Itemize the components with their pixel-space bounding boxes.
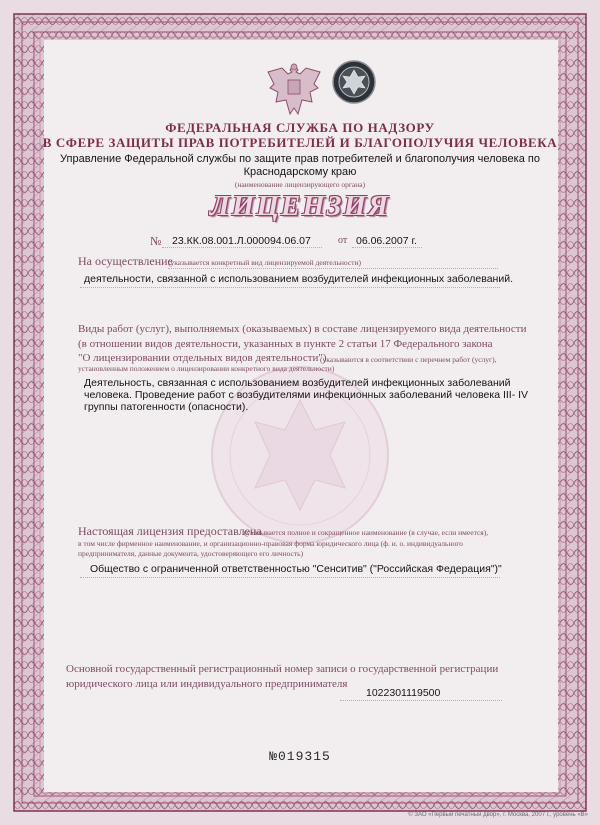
works-caption-line1: (указываются в соответствии с перечнем работ (услуг),	[320, 355, 497, 364]
document-title: ЛИЦЕНЗИЯ	[209, 190, 391, 222]
registration-rule	[340, 700, 502, 701]
activity-value: деятельности, связанной с использованием возбудителей инфекционных заболеваний.	[84, 273, 513, 285]
license-date: 06.06.2007 г.	[356, 235, 417, 247]
works-value-line2: человека. Проведение работ с возбудителями инфекционных заболеваний человека III- IV	[84, 389, 529, 401]
licensee-rule	[80, 577, 500, 578]
licensing-organ-line1: Управление Федеральной службы по защите прав потребителей и благополучия человека по	[60, 153, 540, 165]
licensee-label: Настоящая лицензия предоставлена	[78, 524, 262, 538]
registration-number: 1022301119500	[366, 687, 441, 699]
works-label-line2: (в отношении видов деятельности, указанных в пункте 2 статьи 17 Федерального закона	[78, 338, 493, 350]
licensing-organ-caption: (наименование лицензирующего органа)	[234, 180, 366, 189]
licensee-value: Общество с ограниченной ответственностью "Сенситив" ("Российская Федерация")"	[90, 563, 502, 575]
works-label-line3: "О лицензировании отдельных видов деятельности")	[78, 352, 327, 364]
licensing-organ-line2: Краснодарскому краю	[243, 166, 357, 178]
works-value-line1: Деятельность, связанная с использованием возбудителей инфекционных заболеваний	[84, 377, 511, 389]
printer-note: © ЗАО «Первый печатный двор», г. Москва, 2007 г., уровень «В»	[408, 812, 588, 818]
licensee-caption-line2: в том числе фирменное наименование, и организационно-правовая форма юридического лица (ф. и. о. индивидуального	[78, 539, 463, 548]
agency-name-line1: ФЕДЕРАЛЬНАЯ СЛУЖБА ПО НАДЗОРУ	[165, 120, 435, 135]
activity-caption: (указывается конкретный вид лицензируемой деятельности)	[168, 258, 361, 267]
license-number-prefix: №	[150, 234, 162, 248]
coat-of-arms-icon	[262, 58, 326, 122]
agency-name-line2: В СФЕРЕ ЗАЩИТЫ ПРАВ ПОТРЕБИТЕЛЕЙ И БЛАГОПОЛУЧИЯ ЧЕЛОВЕКА	[42, 135, 558, 150]
works-caption-line2: установленным положением о лицензировании конкретного вида деятельности)	[78, 364, 335, 373]
registration-label-line2: юридического лица или индивидуального предпринимателя	[66, 678, 348, 690]
activity-value-rule	[80, 287, 500, 288]
form-serial-number: №019315	[269, 749, 331, 764]
number-underline	[162, 247, 322, 248]
license-number: 23.КК.08.001.Л.000094.06.07	[172, 235, 311, 247]
date-underline	[352, 247, 422, 248]
works-label-line1: Виды работ (услуг), выполняемых (оказываемых) в составе лицензируемого вида деятельности	[78, 323, 527, 335]
license-date-prefix: от	[338, 235, 348, 246]
hologram-seal-icon	[332, 60, 376, 104]
licensee-caption-line3: предпринимателя, данные документа, удостоверяющего его личность)	[78, 549, 304, 558]
works-value-line3: группы патогенности (опасности).	[84, 401, 249, 413]
registration-label-line1: Основной государственный регистрационный номер записи о государственной регистрации	[66, 663, 499, 675]
activity-label: На осуществление	[78, 254, 173, 268]
activity-rule	[168, 268, 498, 269]
licensee-caption-line1: (указывается полное и сокращенное наименование (в случае, если имеется),	[244, 528, 489, 537]
